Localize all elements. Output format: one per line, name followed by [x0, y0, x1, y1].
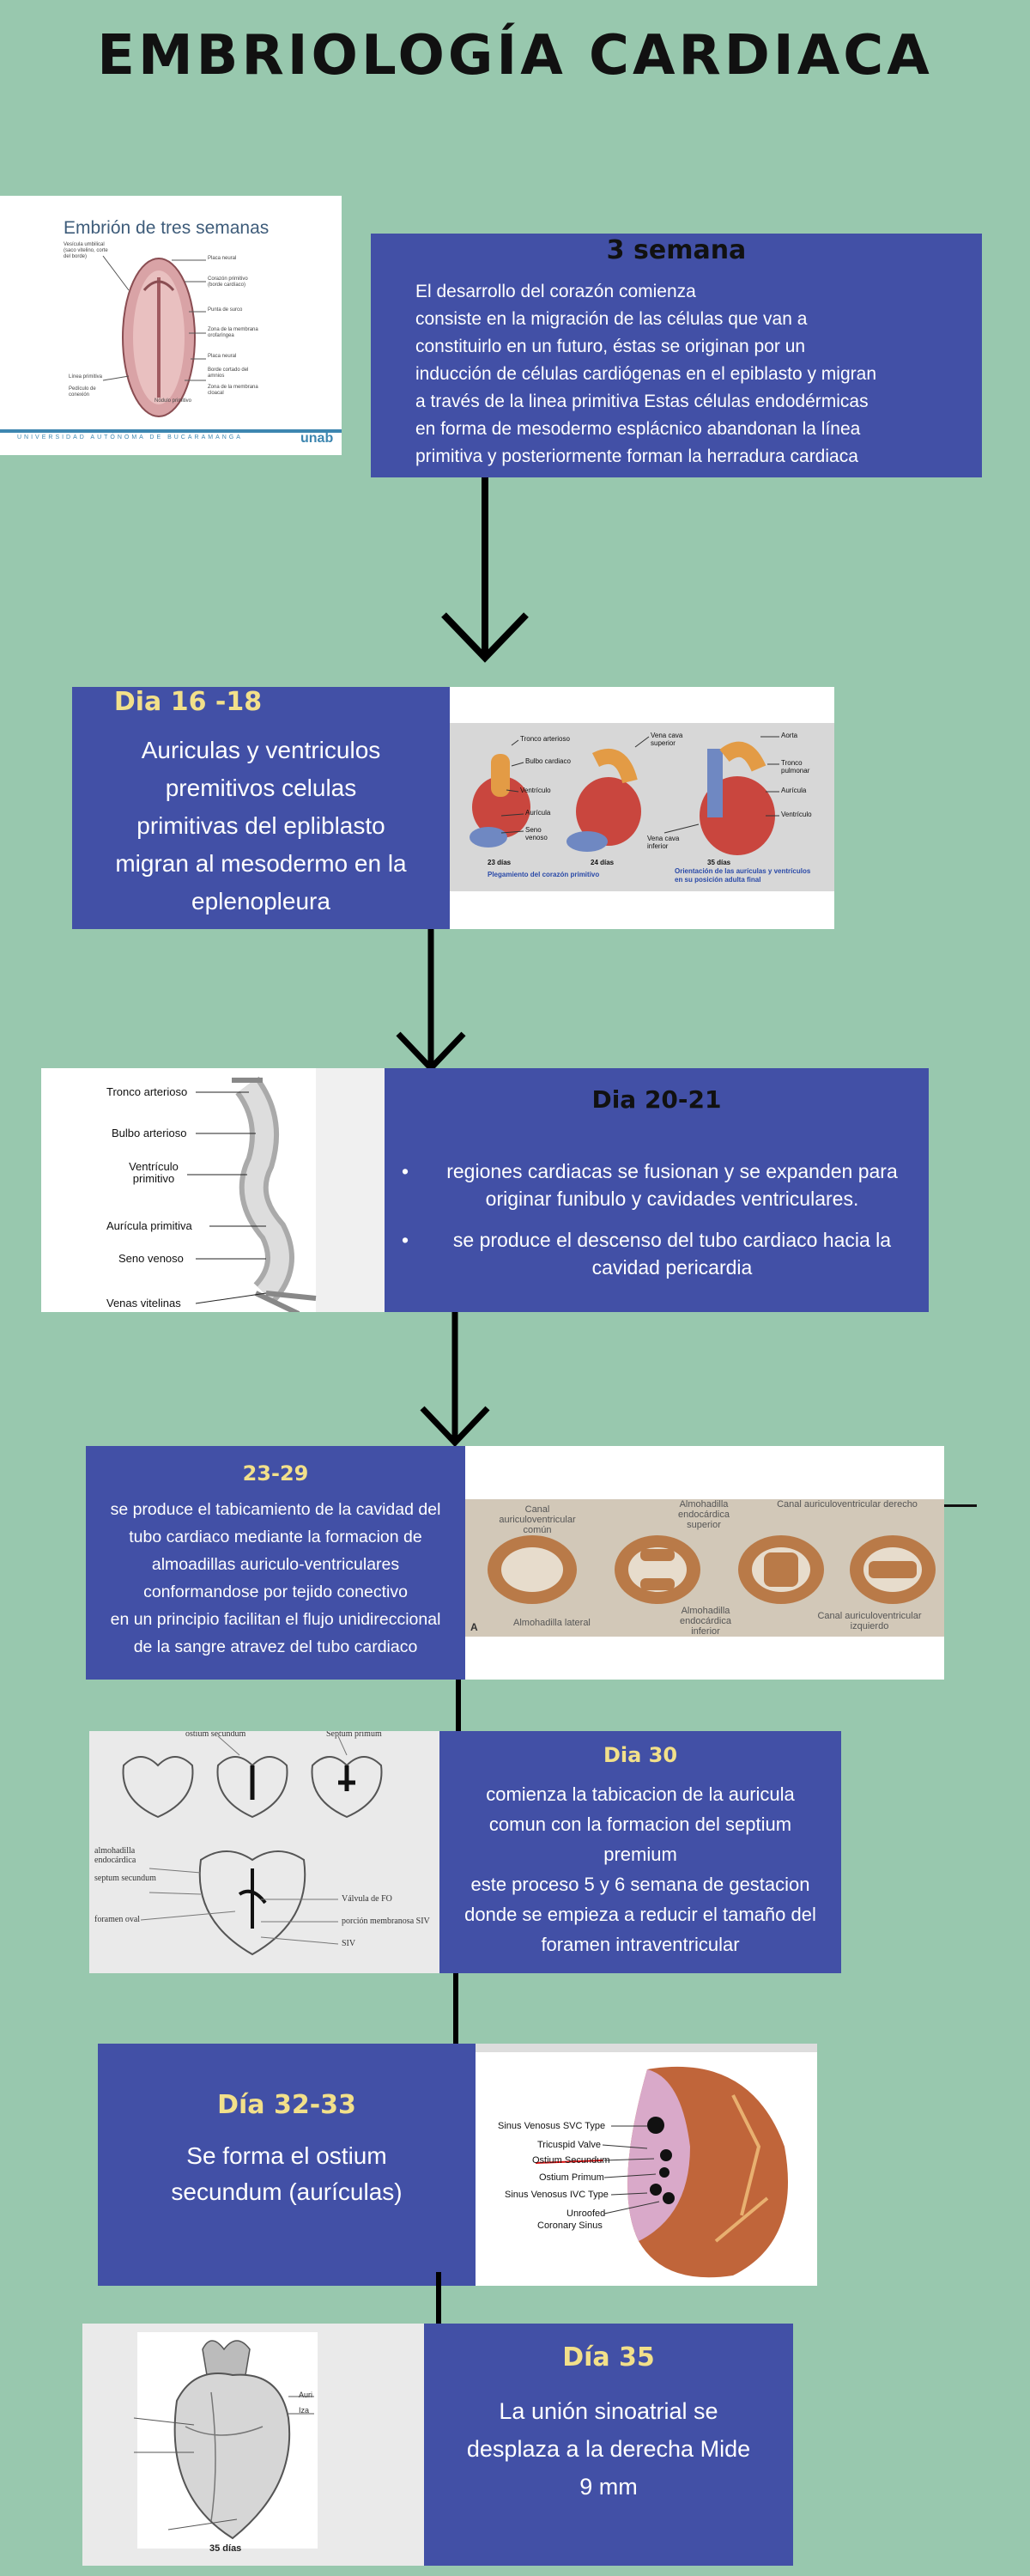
unab-logo: unab: [300, 431, 334, 446]
embryo-label: Pedículo de conexión: [69, 386, 96, 398]
tube-label: Venas vitelinas: [106, 1297, 181, 1309]
bullet-dot-icon: •: [402, 1160, 409, 1182]
heart-label: Aurícula: [781, 787, 807, 794]
footer-text: UNIVERSIDAD AUTÓNOMA DE BUCARAMANGA: [17, 434, 243, 440]
cushion-label: Canal auriculoventricular común: [499, 1504, 576, 1535]
embryo-image: [0, 196, 342, 455]
day20-bullet-text: regiones cardiacas se fusionan y se expanden para originar funibulo y cavidades ventriculares.: [446, 1160, 898, 1210]
embryo-label: Corazón primitivo (borde cardíaco): [208, 276, 248, 288]
day30-box: [439, 1731, 841, 1973]
day35-heading: Día 35: [562, 2342, 655, 2372]
cushion-ring-3: [738, 1535, 824, 1604]
embryo-label: Línea primitiva: [69, 374, 103, 380]
septum-label: septum secundum: [94, 1874, 156, 1883]
arrow-down-icon: [433, 477, 536, 666]
defect-label: Tricuspid Valve: [537, 2140, 601, 2150]
embryo-label: Zona de la membrana orofaríngea: [208, 327, 258, 338]
day23-heading: 23-29: [242, 1461, 309, 1485]
cushion-ring-4: [850, 1535, 936, 1604]
day23-line: almoadillas auriculo-ventriculares: [151, 1555, 400, 1574]
heart-label: Ventrículo: [781, 811, 812, 818]
heart-folding-image: [450, 687, 834, 929]
day23-line: tubo cardiaco mediante la formacion de: [129, 1528, 422, 1546]
day30-text: [439, 1779, 841, 1959]
cushion-ring-2: [615, 1535, 700, 1604]
cushions-image: [465, 1446, 944, 1680]
cushion-ring-1: [488, 1535, 577, 1604]
heart-caption: Plegamiento del corazón primitivo: [488, 871, 600, 878]
day35-line: 9 mm: [579, 2474, 638, 2500]
bullet-dot-icon: •: [402, 1229, 409, 1251]
day23-line: en un principio facilitan el flujo unidireccional: [110, 1610, 441, 1629]
embryo-label: Zona de la membrana cloacal: [208, 385, 258, 396]
day16-heading: Dia 16 -18: [113, 687, 263, 717]
heart-label: Seno venoso: [525, 826, 548, 841]
day32-line: secundum (aurículas): [171, 2178, 403, 2205]
week3-line: inducción de células cardiógenas en el epiblasto y migran: [415, 364, 876, 384]
heart-35days-image: [82, 2324, 424, 2566]
embryo-label: Placa neural: [208, 256, 237, 261]
tube-label: Bulbo arterioso: [112, 1127, 187, 1139]
week3-line: constituirlo en un futuro, éstas se originan por un: [415, 337, 806, 356]
day32-heading: Día 32-33: [217, 2090, 356, 2120]
defect-label: Unroofed: [566, 2208, 606, 2219]
cushion-label: Canal auriculoventricular derecho: [777, 1499, 918, 1510]
day16-box: [72, 687, 450, 929]
defect-label: Ostium Primum: [539, 2172, 604, 2183]
day16-line: eplenopleura: [191, 888, 330, 914]
day23-line: conformandose por tejido conectivo: [143, 1583, 408, 1601]
day35-box: [424, 2324, 793, 2566]
tube-label: Tronco arterioso: [106, 1085, 188, 1098]
day16-line: primitivas del epliblasto: [136, 812, 385, 839]
heart-label: Vena cava inferior: [647, 835, 680, 850]
heart-label: Vena cava superior: [651, 732, 683, 747]
defect-label: Sinus Venosus IVC Type: [505, 2190, 609, 2200]
defect-label: Sinus Venosus SVC Type: [498, 2121, 606, 2131]
day30-line: comienza la tabicacion de la auricula: [486, 1783, 795, 1805]
day23-box: [86, 1446, 465, 1680]
day30-line: donde se empieza a reducir el tamaño del: [464, 1904, 816, 1925]
dash-mark: [944, 1504, 977, 1507]
week3-line: consiste en la migración de las células que van a: [415, 309, 808, 329]
week3-heading: 3 semana: [606, 235, 747, 265]
embryo-label: Vesícula umbilical (saco vitelino, corte del borde): [64, 242, 108, 259]
day16-line: Auriculas y ventriculos: [141, 737, 381, 763]
arrow-down-icon: [412, 1312, 498, 1449]
defect-label: Ostium Secundum: [532, 2155, 610, 2166]
day30-heading: Dia 30: [603, 1743, 678, 1767]
day20-box: [385, 1068, 929, 1312]
heart-label: Bulbo cardiaco: [525, 757, 571, 765]
septum-label: Septum primum: [326, 1731, 382, 1739]
heart-label: 24 días: [591, 859, 615, 866]
heart35-label: 35 días: [209, 2543, 242, 2554]
day20-bullet: [402, 1226, 917, 1281]
day32-text: [98, 2138, 476, 2210]
septum-label: Válvula de FO: [342, 1894, 392, 1904]
heart35-label: Auri: [299, 2391, 313, 2399]
cushion-label: A: [470, 1621, 478, 1633]
heart-caption: Orientación de las aurículas y ventrículos: [675, 867, 811, 875]
week3-box: [371, 234, 982, 477]
embryo-label: Nódulo primitivo: [154, 398, 192, 404]
heart-tube-image: [41, 1068, 385, 1312]
septum-label: foramen oval: [94, 1915, 141, 1924]
day32-line: Se forma el ostium: [186, 2142, 387, 2169]
tube-label: Seno venoso: [118, 1252, 184, 1265]
cushion-label: Almohadilla endocárdica superior: [678, 1499, 730, 1530]
day16-line: premitivos celulas: [165, 775, 357, 801]
day20-bullet-text: se produce el descenso del tubo cardiaco hacia la cavidad pericardia: [452, 1229, 892, 1279]
day35-text: [424, 2392, 793, 2506]
embryo-label: Borde cortado del amnios: [208, 368, 249, 379]
embryo-image-title: Embrión de tres semanas: [64, 218, 270, 238]
septum-image: [89, 1731, 439, 1973]
heart-label: 35 días: [707, 859, 731, 866]
day30-line: premium: [603, 1844, 677, 1865]
cushion-label: Almohadilla lateral: [513, 1618, 591, 1628]
tube-label: Ventrículo primitivo: [129, 1160, 179, 1185]
heart-label: Ventrículo: [520, 787, 551, 794]
day16-line: migran al mesodermo en la: [115, 850, 407, 877]
heart-label: Tronco arterioso: [520, 735, 570, 743]
arrow-down-icon: [388, 929, 474, 1075]
cushion-label: Almohadilla endocárdica inferior: [680, 1606, 731, 1637]
embryo-label: Placa neural: [208, 354, 237, 359]
tube-label: Aurícula primitiva: [106, 1219, 192, 1232]
septum-label: almohadilla endocárdica: [94, 1846, 136, 1865]
day30-line: foramen intraventricular: [541, 1934, 740, 1955]
day16-text: [72, 732, 450, 920]
septum-label: ostium secundum: [185, 1731, 246, 1739]
page-title: EMBRIOLOGÍA CARDIACA: [97, 24, 933, 88]
week3-line: a través de la linea primitiva Estas células endodérmicas: [415, 392, 869, 411]
day20-bullet: [402, 1157, 917, 1212]
septum-label: SIV: [342, 1939, 356, 1948]
day23-line: se produce el tabicamiento de la cavidad del: [110, 1500, 441, 1519]
heart35-label: Iza: [299, 2406, 310, 2415]
day35-line: La unión sinoatrial se: [499, 2398, 718, 2424]
day30-line: comun con la formacion del septium: [488, 1814, 792, 1835]
heart-caption: en su posición adulta final: [675, 876, 761, 884]
heart-label: Tronco pulmonar: [781, 759, 810, 775]
week3-line: El desarrollo del corazón comienza: [415, 282, 696, 301]
day23-text: [86, 1496, 465, 1661]
defect-label: Coronary Sinus: [537, 2221, 603, 2231]
week3-text: [415, 278, 876, 471]
week3-line: en forma de mesodermo esplácnico abandonan la línea: [415, 419, 861, 439]
cushion-label: Canal auriculoventricular izquierdo: [817, 1611, 922, 1631]
week3-line: primitiva y posteriormente forman la herradura cardiaca: [415, 447, 858, 466]
day35-line: desplaza a la derecha Mide: [466, 2436, 751, 2462]
heart-label: Aorta: [781, 732, 798, 739]
day32-box: [98, 2044, 476, 2286]
day20-heading: Dia 20-21: [591, 1085, 722, 1114]
septum-label: porción membranosa SIV: [342, 1917, 430, 1926]
heart-label: Aurícula: [525, 809, 551, 817]
day30-line: este proceso 5 y 6 semana de gestacion: [470, 1874, 810, 1895]
heart-label: 23 días: [488, 859, 512, 866]
atrial-defects-image: [476, 2044, 817, 2286]
embryo-label: Punta de surco: [208, 307, 243, 313]
day23-line: de la sangre atravez del tubo cardiaco: [133, 1637, 418, 1656]
